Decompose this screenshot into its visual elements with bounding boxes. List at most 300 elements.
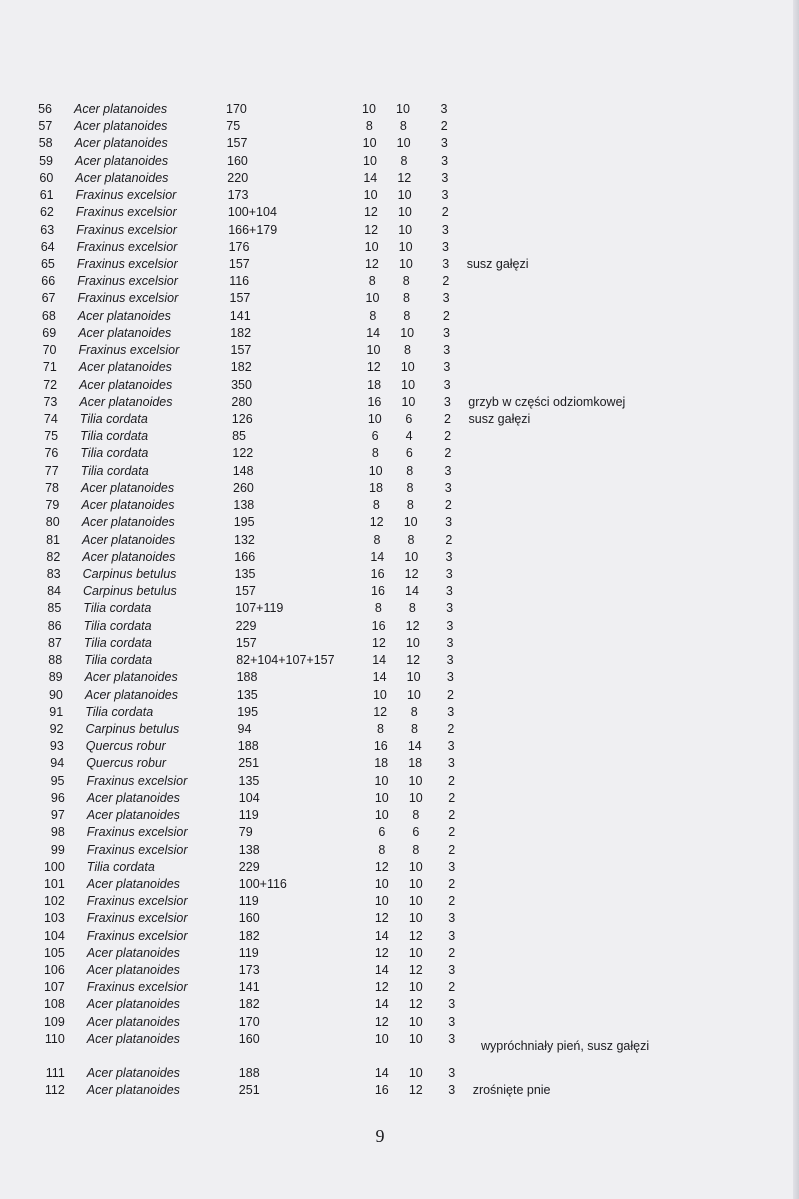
tree-height: 14	[374, 963, 389, 977]
crown-diameter: 8	[406, 480, 414, 495]
trunk-circumference: 119	[238, 945, 259, 960]
tree-number: 75	[44, 429, 59, 444]
crown-diameter: 10	[408, 945, 423, 960]
table-row	[0, 325, 790, 341]
remarks: grzyb w części odziomkowej	[468, 394, 626, 409]
tree-number: 60	[39, 170, 54, 185]
tree-number: 95	[50, 773, 65, 788]
trunk-circumference: 157	[235, 584, 256, 599]
tree-number: 103	[43, 911, 65, 926]
tree-height: 14	[363, 170, 378, 185]
table-row	[0, 910, 790, 926]
condition-class: 3	[445, 584, 453, 599]
crown-diameter: 10	[397, 205, 412, 220]
crown-diameter: 10	[400, 360, 415, 375]
trunk-circumference: 166	[234, 549, 256, 564]
tree-height: 10	[374, 773, 389, 788]
trunk-circumference: 160	[227, 153, 248, 168]
species-name: Tilia cordata	[80, 463, 149, 478]
tree-height: 10	[374, 876, 389, 891]
species-name: Fraxinus excelsior	[86, 911, 188, 926]
tree-height: 12	[364, 257, 379, 271]
species-name: Acer platanoides	[86, 997, 180, 1012]
condition-class: 3	[442, 291, 450, 306]
trunk-circumference: 251	[238, 756, 260, 771]
tree-height: 12	[363, 205, 378, 220]
condition-class: 2	[444, 412, 451, 426]
tree-height: 10	[364, 239, 379, 254]
tree-height: 8	[372, 498, 380, 513]
crown-diameter: 8	[406, 498, 414, 513]
species-name: Tilia cordata	[83, 635, 152, 650]
table-row	[0, 721, 790, 737]
tree-height: 12	[366, 360, 381, 375]
trunk-circumference: 132	[234, 532, 255, 547]
table-row	[0, 773, 790, 789]
table-row	[0, 222, 790, 238]
table-row	[0, 118, 790, 134]
species-name: Acer platanoides	[79, 377, 173, 392]
tree-height: 10	[374, 790, 389, 805]
condition-class: 3	[448, 1014, 456, 1029]
trunk-circumference: 188	[237, 739, 259, 754]
crown-diameter: 8	[400, 153, 408, 168]
table-row	[0, 377, 790, 393]
trunk-circumference: 135	[238, 773, 260, 788]
tree-height: 8	[371, 446, 379, 461]
trunk-circumference: 182	[238, 997, 260, 1012]
crown-diameter: 10	[408, 1014, 423, 1029]
crown-diameter: 10	[408, 876, 423, 891]
table-row	[0, 342, 790, 358]
tree-number: 77	[44, 463, 59, 478]
condition-class: 3	[446, 601, 454, 616]
trunk-circumference: 160	[238, 911, 260, 926]
trunk-circumference: 188	[236, 670, 258, 685]
species-name: Fraxinus excelsior	[86, 842, 188, 857]
crown-diameter: 10	[408, 773, 423, 788]
trunk-circumference: 104	[238, 790, 260, 805]
tree-height: 10	[363, 153, 377, 168]
table-row	[0, 807, 790, 823]
table-row	[0, 945, 790, 961]
condition-class: 3	[448, 928, 456, 943]
tree-number: 94	[50, 756, 65, 771]
condition-class: 3	[448, 1031, 456, 1046]
species-name: Tilia cordata	[80, 446, 149, 461]
species-name: Acer platanoides	[74, 136, 168, 151]
species-name: Acer platanoides	[86, 1031, 180, 1046]
tree-height: 8	[373, 532, 381, 547]
table-row	[0, 979, 790, 995]
condition-class: 3	[440, 102, 448, 116]
crown-diameter: 8	[403, 291, 410, 306]
tree-number: 110	[44, 1031, 65, 1046]
condition-class: 3	[446, 618, 454, 633]
table-row	[0, 256, 790, 272]
trunk-circumference: 157	[226, 136, 248, 151]
crown-diameter: 8	[406, 463, 414, 478]
tree-number: 108	[43, 997, 65, 1012]
tree-number: 86	[47, 618, 62, 633]
tree-number: 96	[50, 790, 65, 805]
tree-height: 14	[374, 1066, 389, 1081]
condition-class: 3	[445, 566, 453, 581]
trunk-circumference: 141	[238, 980, 260, 995]
table-row	[0, 669, 790, 685]
species-name: Acer platanoides	[74, 102, 168, 116]
tree-height: 14	[374, 928, 389, 943]
condition-class: 3	[443, 343, 451, 358]
trunk-circumference: 157	[235, 635, 257, 650]
crown-diameter: 10	[404, 549, 419, 564]
tree-height: 12	[369, 515, 384, 530]
trunk-circumference: 229	[238, 859, 260, 874]
table-row	[0, 187, 790, 203]
condition-class: 3	[443, 360, 451, 375]
trunk-circumference: 119	[238, 894, 259, 909]
crown-diameter: 12	[408, 997, 423, 1012]
tree-height: 6	[371, 429, 379, 444]
species-name: Fraxinus excelsior	[86, 894, 188, 909]
tree-height: 8	[368, 274, 376, 289]
tree-number: 62	[39, 205, 54, 220]
table-row	[0, 101, 790, 117]
tree-number: 102	[43, 894, 65, 909]
tree-height: 10	[374, 894, 389, 909]
table-row	[0, 394, 790, 410]
table-row	[0, 738, 790, 754]
table-row	[0, 153, 790, 169]
tree-height: 6	[378, 825, 386, 840]
species-name: Quercus robur	[86, 756, 167, 771]
table-row	[0, 962, 790, 978]
trunk-circumference: 100+116	[238, 876, 287, 891]
tree-number: 64	[40, 239, 55, 254]
crown-diameter: 8	[404, 343, 411, 358]
trunk-circumference: 79	[238, 825, 253, 840]
tree-height: 8	[369, 308, 377, 323]
species-name: Acer platanoides	[78, 325, 172, 340]
crown-diameter: 10	[408, 911, 423, 926]
table-row	[0, 514, 790, 530]
species-name: Tilia cordata	[85, 704, 154, 719]
tree-height: 10	[363, 188, 378, 203]
species-name: Acer platanoides	[86, 1014, 180, 1029]
crown-diameter: 12	[408, 963, 423, 977]
table-row	[0, 549, 790, 565]
condition-class: 2	[447, 721, 455, 736]
tree-number: 80	[45, 515, 60, 530]
crown-diameter: 8	[399, 119, 407, 134]
species-name: Acer platanoides	[86, 790, 180, 805]
table-row	[0, 704, 790, 720]
table-row	[0, 859, 790, 875]
condition-class: 3	[443, 325, 450, 340]
tree-number: 101	[43, 876, 65, 891]
tree-number: 99	[50, 842, 65, 857]
crown-diameter: 12	[406, 653, 421, 667]
table-row	[0, 652, 790, 668]
trunk-circumference: 138	[238, 842, 260, 857]
species-name: Fraxinus excelsior	[86, 980, 188, 995]
trunk-circumference: 160	[238, 1031, 260, 1046]
crown-diameter: 12	[404, 566, 419, 581]
condition-class: 2	[444, 446, 452, 461]
table-row	[0, 445, 790, 461]
species-name: Acer platanoides	[82, 532, 176, 547]
condition-class: 3	[442, 239, 449, 254]
table-row	[0, 755, 790, 771]
species-name: Acer platanoides	[84, 687, 179, 702]
condition-class: 3	[447, 739, 455, 754]
condition-class: 2	[442, 308, 450, 323]
species-name: Acer platanoides	[84, 670, 178, 685]
tree-height: 14	[372, 653, 387, 667]
trunk-circumference: 251	[238, 1083, 260, 1098]
trunk-circumference: 141	[229, 308, 251, 323]
species-name: Fraxinus excelsior	[77, 291, 179, 306]
trunk-circumference: 170	[238, 1014, 260, 1029]
condition-class: 3	[448, 911, 456, 926]
tree-number: 73	[43, 394, 58, 409]
trunk-circumference: 94	[237, 721, 252, 736]
table-row	[0, 480, 790, 496]
condition-class: 2	[448, 945, 456, 960]
table-row	[0, 876, 790, 892]
species-name: Acer platanoides	[79, 394, 173, 409]
crown-diameter: 10	[408, 894, 423, 909]
trunk-circumference: 220	[227, 170, 249, 185]
condition-class: 2	[448, 876, 456, 891]
condition-class: 2	[448, 808, 456, 822]
tree-height: 8	[378, 842, 386, 857]
trunk-circumference: 85	[232, 429, 246, 444]
crown-diameter: 12	[405, 618, 420, 633]
trunk-circumference: 138	[233, 498, 255, 513]
crown-diameter: 14	[407, 739, 422, 754]
species-name: Fraxinus excelsior	[75, 205, 177, 220]
condition-class: 2	[445, 532, 453, 547]
species-name: Acer platanoides	[81, 515, 175, 530]
tree-height: 12	[373, 704, 388, 719]
trunk-circumference: 195	[237, 704, 259, 719]
species-name: Tilia cordata	[83, 618, 152, 633]
trunk-circumference: 157	[230, 343, 252, 358]
condition-class: 3	[448, 963, 456, 977]
crown-diameter: 10	[406, 670, 421, 685]
tree-number: 67	[41, 291, 56, 306]
table-row	[0, 290, 790, 306]
crown-diameter: 12	[408, 1083, 423, 1098]
trunk-circumference: 126	[231, 412, 253, 426]
table-row	[0, 135, 790, 151]
crown-diameter: 10	[406, 687, 421, 702]
trunk-circumference: 229	[235, 618, 257, 633]
crown-diameter: 10	[401, 394, 416, 409]
species-name: Acer platanoides	[86, 876, 180, 891]
table-row	[0, 1014, 790, 1030]
table-row	[0, 618, 790, 634]
crown-diameter: 14	[405, 584, 419, 599]
species-name: Acer platanoides	[75, 153, 169, 168]
tree-number: 105	[43, 945, 65, 960]
tree-height: 10	[372, 687, 387, 702]
tree-number: 92	[49, 721, 64, 736]
tree-number: 71	[42, 360, 57, 375]
crown-diameter: 10	[396, 136, 411, 151]
table-row	[0, 1031, 790, 1047]
species-name: Fraxinus excelsior	[86, 825, 188, 840]
table-row	[0, 411, 790, 427]
tree-height: 12	[371, 635, 386, 650]
crown-diameter: 10	[398, 257, 413, 271]
tree-number: 82	[46, 549, 61, 564]
condition-class: 2	[444, 498, 452, 513]
trunk-circumference: 75	[226, 119, 241, 134]
condition-class: 3	[448, 859, 456, 874]
tree-height: 16	[371, 584, 385, 599]
condition-class: 3	[448, 1083, 456, 1098]
species-name: Acer platanoides	[81, 498, 175, 513]
crown-diameter: 6	[412, 825, 420, 840]
table-row	[0, 204, 790, 220]
condition-class: 3	[443, 377, 451, 392]
tree-height: 12	[374, 980, 389, 995]
crown-diameter: 10	[397, 188, 412, 203]
crown-diameter: 10	[403, 515, 418, 530]
tree-number: 88	[48, 653, 63, 667]
crown-diameter: 6	[405, 412, 413, 426]
tree-number: 98	[50, 825, 65, 840]
crown-diameter: 8	[410, 704, 418, 719]
trunk-circumference: 119	[238, 808, 259, 822]
table-row	[0, 497, 790, 513]
tree-height: 10	[365, 291, 380, 306]
trunk-circumference: 157	[228, 257, 250, 271]
table-row	[0, 359, 790, 375]
tree-number: 87	[47, 635, 62, 650]
table-row	[0, 170, 790, 186]
crown-diameter: 10	[408, 980, 423, 995]
tree-height: 18	[369, 480, 383, 495]
condition-class: 2	[442, 274, 450, 289]
species-name: Acer platanoides	[82, 549, 176, 564]
tree-height: 14	[370, 549, 385, 564]
tree-number: 89	[48, 670, 63, 685]
tree-height: 14	[372, 670, 387, 685]
tree-number: 56	[38, 102, 52, 116]
tree-height: 8	[374, 601, 382, 616]
crown-diameter: 12	[397, 170, 412, 185]
tree-number: 79	[45, 498, 60, 513]
tree-number: 78	[45, 480, 59, 495]
table-row	[0, 583, 790, 599]
tree-number: 90	[48, 687, 63, 702]
condition-class: 3	[446, 653, 454, 667]
crown-diameter: 8	[412, 842, 420, 857]
table-row	[0, 428, 790, 444]
crown-diameter: 8	[402, 274, 410, 289]
species-name: Acer platanoides	[77, 308, 171, 323]
tree-number: 100	[43, 859, 65, 874]
tree-number: 85	[47, 601, 62, 616]
tree-height: 12	[374, 945, 389, 960]
condition-class: 2	[447, 687, 454, 702]
tree-height: 12	[374, 911, 389, 926]
tree-height: 16	[373, 739, 388, 754]
species-name: Fraxinus excelsior	[78, 343, 180, 358]
tree-number: 72	[43, 377, 58, 392]
species-name: Fraxinus excelsior	[86, 773, 188, 788]
tree-height: 12	[374, 1014, 389, 1029]
trunk-circumference: 260	[233, 480, 254, 495]
table-row	[0, 928, 790, 944]
crown-diameter: 4	[405, 429, 413, 444]
condition-class: 3	[446, 670, 454, 685]
species-name: Tilia cordata	[83, 601, 152, 616]
trunk-circumference: 148	[232, 463, 254, 478]
remarks: susz gałęzi	[468, 412, 531, 426]
tree-number: 106	[43, 963, 65, 977]
condition-class: 3	[442, 257, 450, 271]
tree-number: 111	[45, 1066, 65, 1081]
species-name: Tilia cordata	[80, 429, 149, 444]
species-name: Fraxinus excelsior	[75, 188, 177, 203]
crown-diameter: 10	[400, 325, 415, 340]
tree-number: 70	[42, 343, 57, 358]
crown-diameter: 10	[405, 635, 420, 650]
tree-height: 8	[365, 119, 373, 134]
table-row	[0, 893, 790, 909]
table-row	[0, 996, 790, 1012]
condition-class: 3	[445, 549, 453, 564]
tree-height: 10	[374, 1031, 389, 1046]
tree-height: 10	[367, 412, 382, 426]
crown-diameter: 10	[408, 859, 423, 874]
tree-number: 76	[44, 446, 59, 461]
tree-number: 66	[41, 274, 56, 289]
condition-class: 2	[448, 773, 455, 788]
species-name: Quercus robur	[85, 739, 166, 754]
tree-height: 14	[374, 997, 389, 1012]
table-row	[0, 687, 790, 703]
crown-diameter: 8	[408, 601, 416, 616]
trunk-circumference: 100+104	[227, 205, 277, 220]
table-row	[0, 273, 790, 289]
species-name: Acer platanoides	[86, 963, 180, 977]
table-row	[0, 790, 790, 806]
tree-height: 12	[364, 222, 379, 237]
trunk-circumference: 350	[231, 377, 252, 392]
species-name: Tilia cordata	[86, 859, 155, 874]
species-name: Acer platanoides	[75, 170, 169, 185]
condition-class: 2	[448, 825, 456, 840]
tree-number: 65	[40, 257, 55, 271]
trunk-circumference: 122	[232, 446, 254, 461]
tree-number: 109	[43, 1014, 65, 1029]
species-name: Fraxinus excelsior	[76, 257, 178, 271]
condition-class: 2	[448, 980, 456, 995]
crown-diameter: 10	[408, 1031, 423, 1046]
crown-diameter: 8	[411, 721, 418, 736]
condition-class: 2	[440, 119, 448, 134]
crown-diameter: 12	[408, 928, 423, 943]
crown-diameter: 10	[398, 222, 413, 237]
trunk-circumference: 157	[229, 291, 251, 306]
species-name: Acer platanoides	[86, 1083, 180, 1098]
tree-height: 10	[362, 102, 376, 116]
